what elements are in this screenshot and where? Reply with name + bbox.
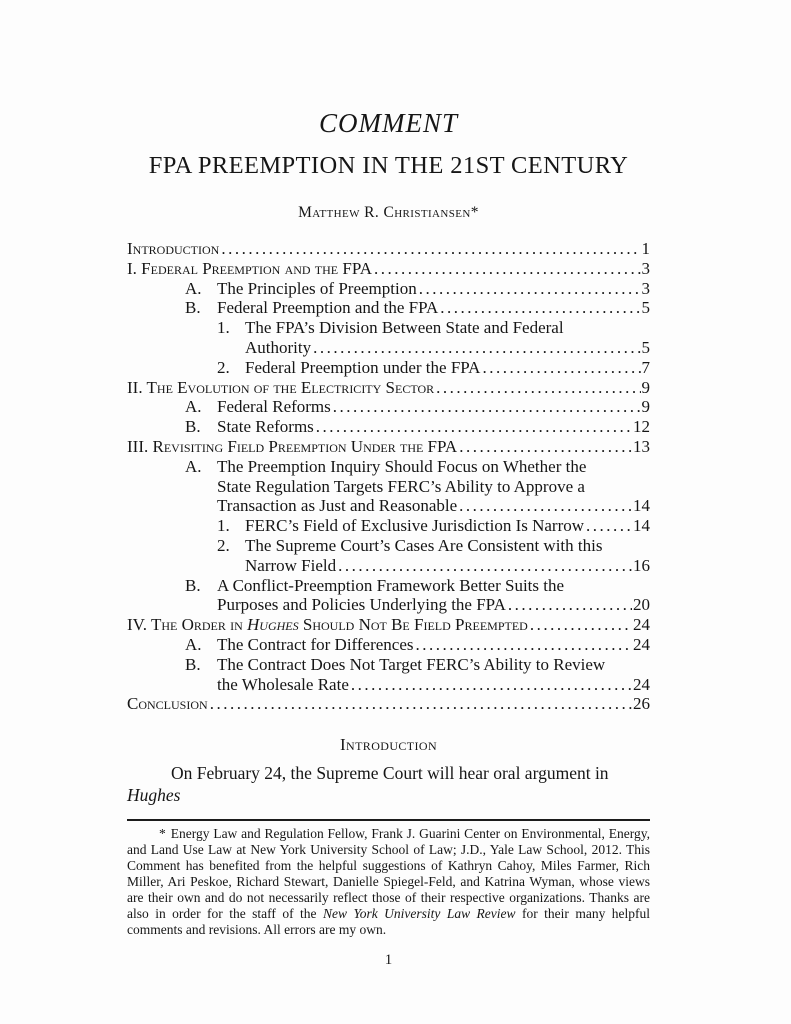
toc-entry-marker: B. xyxy=(185,654,201,674)
toc-page-number: 5 xyxy=(641,298,650,318)
footnote-line: * Energy Law and Regulation Fellow, Frank J. Guarini Center on Environmental, Energy, xyxy=(159,826,650,842)
dot-leader xyxy=(459,496,632,516)
table-of-contents xyxy=(127,239,650,714)
dot-leader xyxy=(333,397,641,417)
toc-page-number: 14 xyxy=(633,496,650,516)
toc-entry-continuation: Transaction as Just and Reasonable ..... 14 xyxy=(127,496,650,516)
toc-entry-marker: B. xyxy=(185,417,201,437)
footnote-line: and Land Use Law at New York University School of Law; J.D., Yale Law School, 2012. This xyxy=(127,842,650,858)
dot-leader xyxy=(374,259,640,279)
toc-entry-continuation: Narrow Field ..... 16 xyxy=(127,556,650,576)
footnote-line: also in order for the staff of the New York University Law Review for their many helpful xyxy=(127,905,650,921)
dot-leader xyxy=(416,635,632,655)
toc-entry-marker: A. xyxy=(185,397,202,417)
toc-entry-marker: B. xyxy=(185,298,201,318)
intro-paragraph-first-line: On February 24, the Supreme Court will hear oral argument in Hughes xyxy=(127,763,609,806)
dot-leader xyxy=(351,675,632,695)
toc-page-number: 24 xyxy=(633,674,650,694)
toc-page-number: 20 xyxy=(633,595,650,615)
author-byline: Matthew R. Christiansen* xyxy=(298,204,479,221)
toc-page-number: 3 xyxy=(641,258,650,278)
toc-entry: A. The Contract for Differences ..... 24 xyxy=(127,635,650,655)
toc-page-number: 1 xyxy=(641,239,650,258)
toc-entry-continuation: Authority ..... 5 xyxy=(127,338,650,358)
toc-entry: B. Federal Preemption and the FPA ..... 5 xyxy=(127,298,650,318)
toc-entry-introduction: Introduction ..... 1 xyxy=(127,239,650,259)
footnote-line: comments and revisions. All errors are my own. xyxy=(127,921,387,937)
page-number: 1 xyxy=(384,952,393,969)
toc-page-number: 16 xyxy=(633,555,650,575)
section-heading-introduction: Introduction xyxy=(339,735,438,755)
toc-entry-part-3: III. Revisiting Field Preemption Under the FPA ..... 13 xyxy=(127,437,650,457)
toc-entry-marker: A. xyxy=(185,278,202,298)
dot-leader xyxy=(338,556,632,576)
toc-entry-continuation: the Wholesale Rate ..... 24 xyxy=(127,675,650,695)
toc-page-number: 9 xyxy=(641,397,650,417)
case-name-italic: Hughes xyxy=(127,785,181,806)
toc-page-number: 12 xyxy=(633,417,650,437)
toc-entry-marker: 1. xyxy=(217,318,230,338)
dot-leader xyxy=(419,279,641,299)
case-name-italic: Hughes xyxy=(247,615,299,635)
toc-entry-part-2: II. The Evolution of the Electricity Sector ..... 9 xyxy=(127,378,650,398)
dot-leader xyxy=(440,298,640,318)
toc-page-number: 9 xyxy=(641,377,650,397)
toc-page-number: 5 xyxy=(641,337,650,357)
toc-entry: B. A Conflict-Preemption Framework Better Suits the xyxy=(185,575,565,595)
toc-entry-continuation: State Regulation Targets FERC’s Ability to Approve a xyxy=(217,476,585,496)
toc-entry-marker: 2. xyxy=(217,357,230,377)
dot-leader xyxy=(508,595,632,615)
toc-page-number: 24 xyxy=(633,615,650,635)
toc-page-number: 3 xyxy=(641,278,650,298)
article-kicker: COMMENT xyxy=(318,108,458,138)
toc-page-number: 26 xyxy=(633,694,650,714)
dot-leader xyxy=(586,516,632,536)
toc-page-number: 13 xyxy=(633,436,650,456)
toc-entry: 1. The FPA’s Division Between State and Federal xyxy=(217,318,564,338)
footnote-line: Comment has benefited from the helpful suggestions of Kathryn Cahoy, Miles Farmer, Rich xyxy=(127,857,650,873)
toc-page-number: 14 xyxy=(633,516,650,536)
toc-entry: 2. Federal Preemption under the FPA ..... 7 xyxy=(127,358,650,378)
toc-entry: A. Federal Reforms ..... 9 xyxy=(127,397,650,417)
article-title: FPA PREEMPTION IN THE 21ST CENTURY xyxy=(148,152,629,179)
toc-entry: 2. The Supreme Court’s Cases Are Consistent with this xyxy=(217,535,603,555)
toc-entry: A. The Principles of Preemption ..... 3 xyxy=(127,279,650,299)
dot-leader xyxy=(313,338,640,358)
toc-page-number: 24 xyxy=(633,634,650,654)
toc-page-number: 7 xyxy=(641,357,650,377)
dot-leader xyxy=(221,239,640,259)
dot-leader xyxy=(459,437,632,457)
dot-leader xyxy=(482,358,640,378)
toc-entry-part-1: I. Federal Preemption and the FPA ..... 3 xyxy=(127,259,650,279)
toc-entry: A. The Preemption Inquiry Should Focus on Whether the xyxy=(185,456,587,476)
journal-name-italic: New York University Law Review xyxy=(323,905,516,921)
toc-entry-continuation: Purposes and Policies Underlying the FPA ..... 20 xyxy=(127,595,650,615)
toc-entry-marker: A. xyxy=(185,456,202,476)
toc-entry-marker: 1. xyxy=(217,516,230,536)
dot-leader xyxy=(316,417,632,437)
toc-entry-conclusion: Conclusion ..... 26 xyxy=(127,694,650,714)
footnote-line: are their own and do not necessarily reflect those of their respective organizations. Thanks are xyxy=(127,889,650,905)
dot-leader xyxy=(436,378,640,398)
toc-entry-marker: 2. xyxy=(217,535,230,555)
dot-leader xyxy=(210,694,632,714)
toc-entry: B. State Reforms ..... 12 xyxy=(127,417,650,437)
footnote-block xyxy=(127,819,650,937)
toc-entry-marker: B. xyxy=(185,575,201,595)
toc-entry-marker: A. xyxy=(185,634,202,654)
toc-entry: B. The Contract Does Not Target FERC’s Ability to Review xyxy=(185,654,606,674)
dot-leader xyxy=(530,615,632,635)
footnote-separator-rule xyxy=(127,819,650,821)
footnote-asterisk: * xyxy=(159,826,166,842)
footnote-line: Miller, Ari Peskoe, Richard Stewart, Danielle Spiegel-Feld, and Katrina Wyman, whose views xyxy=(127,873,650,889)
toc-entry-part-4: IV. The Order in Hughes Should Not Be Field Preempted ..... 24 xyxy=(127,615,650,635)
toc-entry: 1. FERC’s Field of Exclusive Jurisdiction Is Narrow ..... 14 xyxy=(127,516,650,536)
